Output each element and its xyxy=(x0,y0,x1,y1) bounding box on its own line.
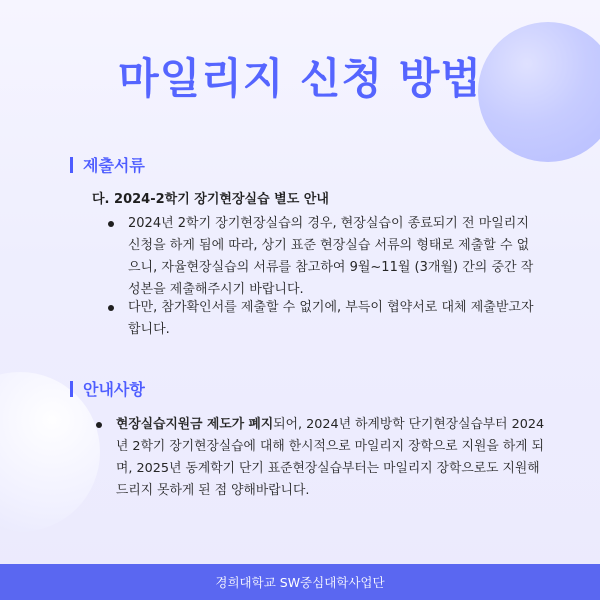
list-item xyxy=(108,213,538,301)
subheading: 다. 2024-2학기 장기현장실습 별도 안내 xyxy=(92,192,329,207)
footer-label: 경희대학교 SW중심대학사업단 xyxy=(215,575,385,590)
bullet-bold-text: 현장실습지원금 제도가 폐지 xyxy=(116,417,274,432)
section-heading-label: 제출서류 xyxy=(83,156,145,175)
bullet-text: 되어, 2024년 하계방학 단기현장실습부터 2024년 2학기 장기현장실습에 대해 한시적으로 마일리지 장학으로 지원을 하게 되며, 2025년 동계학기 단기 표준현장실습부터는 마일리지 장학으로도 지원해드리지 못하게 된 점 양해바랍니다. xyxy=(116,417,545,498)
bullet-dot xyxy=(108,305,114,311)
list-item xyxy=(96,414,546,502)
heading-bar xyxy=(70,381,73,397)
list-item xyxy=(108,297,538,341)
bullet-text: 다만, 참가확인서를 제출할 수 없기에, 부득이 협약서로 대체 제출받고자 합니다. xyxy=(128,300,534,337)
heading-bar xyxy=(70,157,73,173)
bullet-dot xyxy=(96,422,102,428)
bullet-text: 2024년 2학기 장기현장실습의 경우, 현장실습이 종료되기 전 마일리지 신청을 하게 됨에 따라, 상기 표준 현장실습 서류의 형태로 제출할 수 없으니, 자율현장실습의 서류를 참고하여 9월~11월 (3개월) 간의 중간 작성본을 제출해주시기 바랍니다. xyxy=(128,216,534,297)
section-heading-label: 안내사항 xyxy=(83,380,145,399)
bullet-dot xyxy=(108,221,114,227)
section-heading-notice xyxy=(70,377,145,400)
footer xyxy=(0,564,600,600)
page-title: 마일리지 신청 방법 xyxy=(118,54,482,103)
section-heading-documents xyxy=(70,153,145,176)
